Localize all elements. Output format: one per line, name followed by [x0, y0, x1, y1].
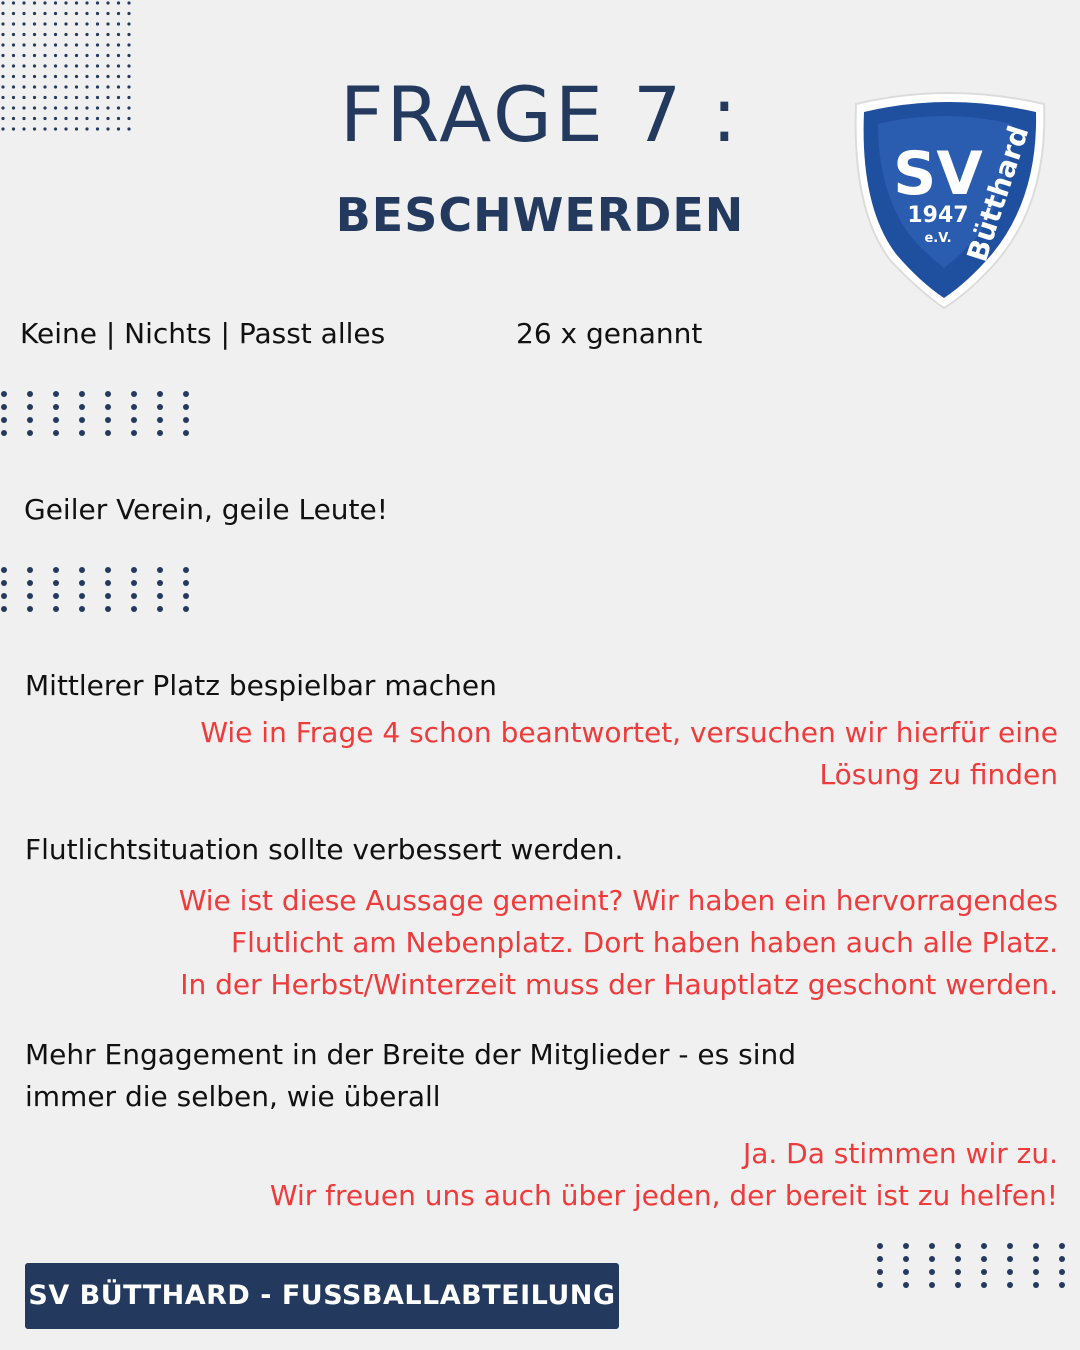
answer-item-1: Keine | Nichts | Passt alles: [20, 317, 386, 350]
club-response-4-line-2: Flutlicht am Nebenplatz. Dort haben haben auch alle Platz.: [231, 926, 1058, 959]
club-response-3: [200, 712, 1058, 796]
club-response-4: [179, 880, 1058, 1006]
club-response-3-line-1: Wie in Frage 4 schon beantwortet, versuchen wir hierfür eine: [200, 716, 1058, 749]
club-response-5: [270, 1133, 1058, 1217]
answer-item-5-line-2: immer die selben, wie überall: [25, 1080, 441, 1113]
answer-item-1-count: 26 x genannt: [516, 317, 703, 350]
answer-item-5: [25, 1034, 796, 1118]
dot-pattern-bottom-right: [876, 1242, 1080, 1296]
answer-item-5-line-1: Mehr Engagement in der Breite der Mitglieder - es sind: [25, 1038, 796, 1071]
crest-ev-text: e.V.: [924, 231, 952, 246]
club-response-4-line-3: In der Herbst/Winterzeit muss der Hauptlatz geschont werden.: [180, 968, 1058, 1001]
dot-pattern-top-left: [0, 0, 140, 140]
page-subtitle: BESCHWERDEN: [335, 188, 745, 242]
club-response-4-line-1: Wie ist diese Aussage gemeint? Wir haben ein hervorragendes: [178, 884, 1058, 917]
page-title: FRAGE 7 :: [339, 70, 741, 159]
footer-banner: SV BÜTTHARD - FUSSBALLABTEILUNG: [25, 1263, 619, 1329]
club-crest-logo: [848, 90, 1052, 312]
crest-year-text: 1947: [907, 203, 969, 228]
answer-item-4: Flutlichtsituation sollte verbessert werden.: [25, 833, 624, 866]
crest-name-text: Bütthard: [960, 121, 1036, 266]
crest-sv-text: SV: [893, 139, 983, 209]
club-response-3-line-2: Lösung zu finden: [819, 758, 1058, 791]
dot-pattern-middle-2: [0, 566, 200, 620]
answer-item-3: Mittlerer Platz bespielbar machen: [25, 669, 497, 702]
answer-item-2: Geiler Verein, geile Leute!: [24, 493, 388, 526]
club-response-5-line-2: Wir freuen uns auch über jeden, der bereit ist zu helfen!: [269, 1179, 1058, 1212]
dot-pattern-middle-1: [0, 390, 200, 444]
club-response-5-line-1: Ja. Da stimmen wir zu.: [742, 1137, 1058, 1170]
